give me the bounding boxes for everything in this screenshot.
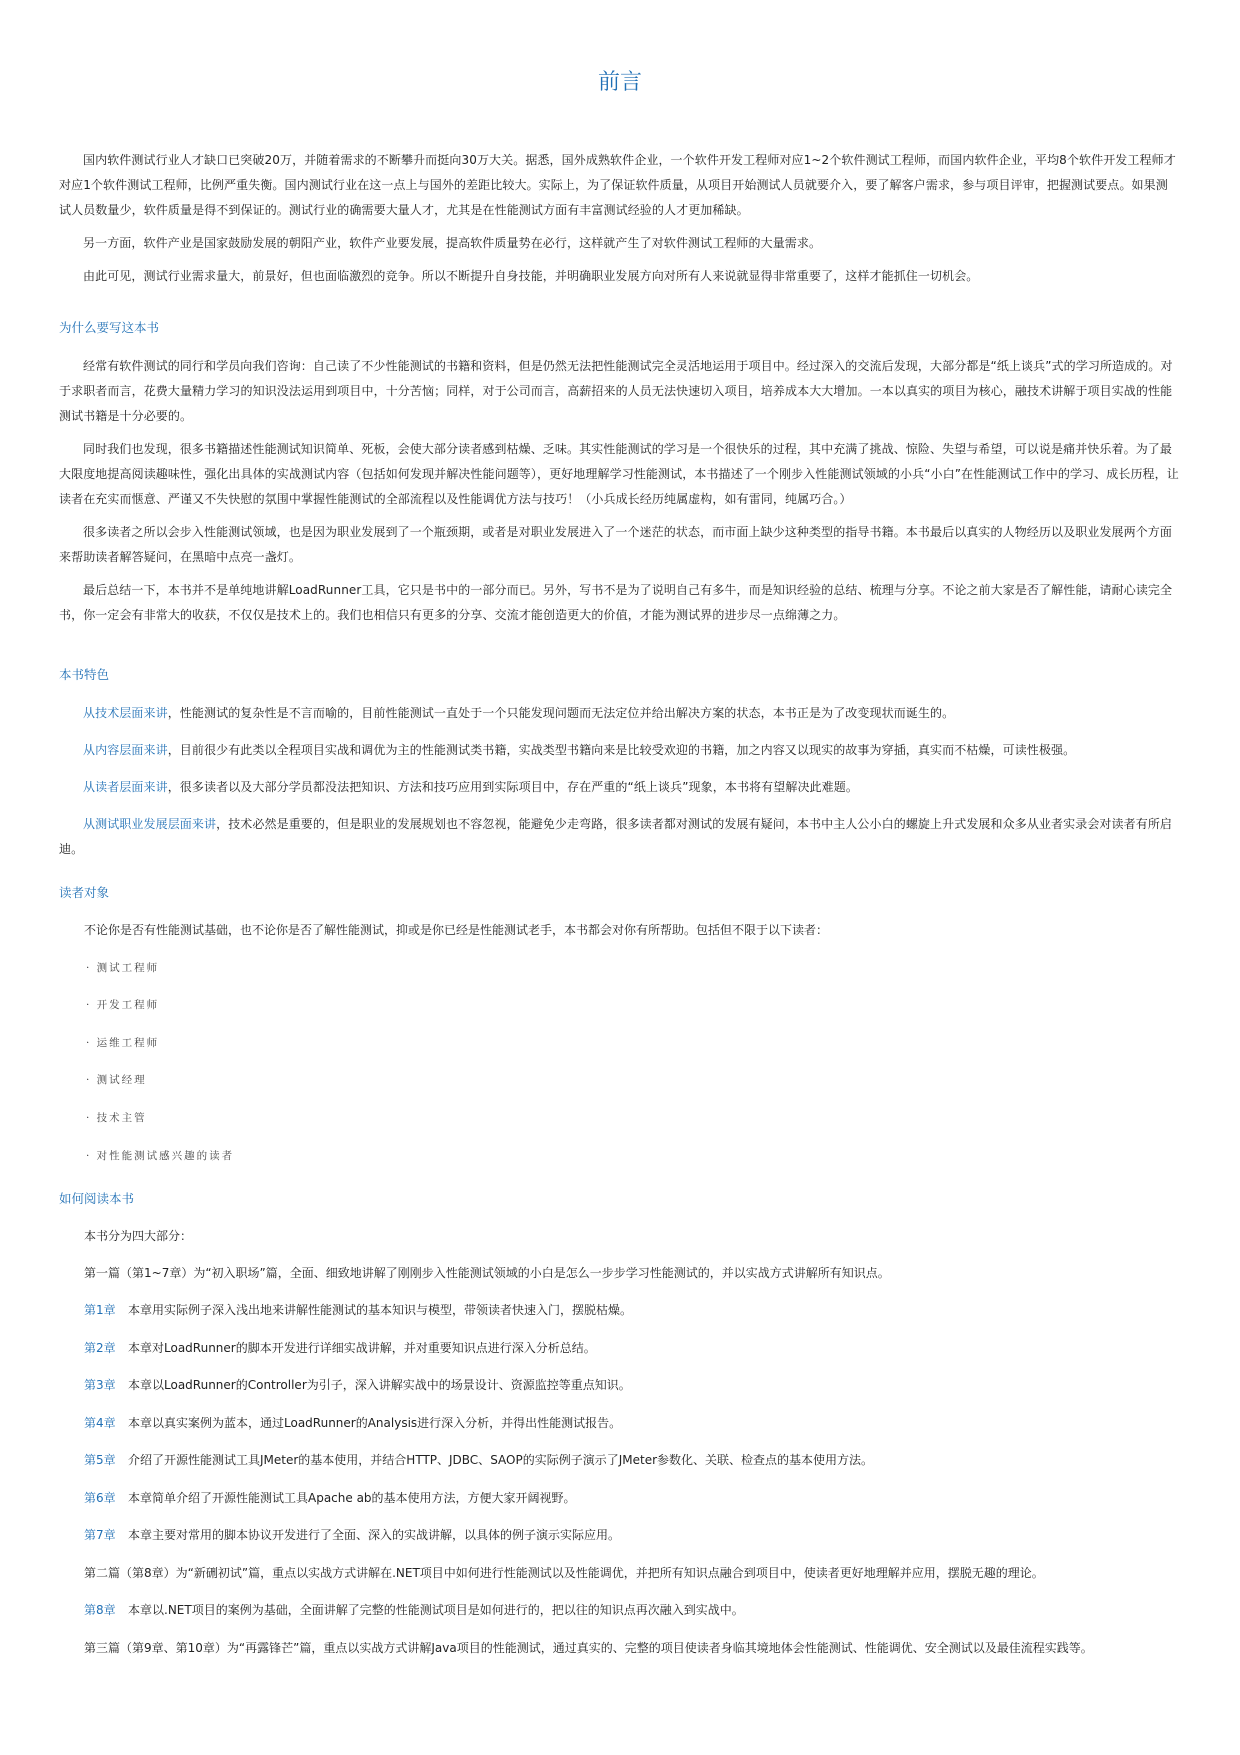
feature-item xyxy=(59,738,1179,763)
chapter-text: 本章以.NET项目的案例为基础，全面讲解了完整的性能测试项目是如何进行的，把以往的知识点再次融入到实战中。 xyxy=(128,1603,744,1617)
chapter-line xyxy=(84,1413,1184,1433)
chapter-number: 第7章 xyxy=(84,1528,116,1542)
chapter-line xyxy=(84,1525,1184,1545)
feature-lead: 从读者层面来讲 xyxy=(83,780,168,794)
why-paragraph: 同时我们也发现，很多书籍描述性能测试知识简单、死板，会使大部分读者感到枯燥、乏味。其实性能测试的学习是一个很快乐的过程，其中充满了挑战、惊险、失望与希望，可以说是痛并快乐着。为了最大限度地提高阅读趣味性，强化出具体的实战测试内容（包括如何发现并解决性能问题等），更好地理解学习性能测试，本书描述了一个刚步入性能测试领域的小兵“小白”在性能测试工作中的学习、成长历程，让读者在充实而惬意、严谨又不失快慰的氛围中掌握性能测试的全部流程以及性能调优方法与技巧！（小兵成长经历纯属虚构，如有雷同，纯属巧合。） xyxy=(59,442,1179,506)
section-heading-audience: 读者对象 xyxy=(59,885,110,900)
audience-item: · 开发工程师 xyxy=(86,999,160,1011)
audience-intro: 不论你是否有性能测试基础，也不论你是否了解性能测试，抑或是你已经是性能测试老手，本书都会对你有所帮助。包括但不限于以下读者： xyxy=(84,923,829,937)
section-heading-howto: 如何阅读本书 xyxy=(59,1191,135,1206)
intro-section xyxy=(59,148,1179,289)
feature-text: ，性能测试的复杂性是不言而喻的，目前性能测试一直处于一个只能发现问题而无法定位并给出解决方案的状态，本书正是为了改变现状而诞生的。 xyxy=(167,706,955,720)
intro-paragraph: 由此可见，测试行业需求量大，前景好，但也面临激烈的竞争。所以不断提升自身技能，并明确职业发展方向对所有人来说就显得非常重要了，这样才能抓住一切机会。 xyxy=(83,269,979,283)
chapter-text: 本章对LoadRunner的脚本开发进行详细实战讲解，并对重要知识点进行深入分析总结。 xyxy=(128,1341,596,1355)
chapter-text: 本章用实际例子深入浅出地来讲解性能测试的基本知识与模型，带领读者快速入门，摆脱枯燥。 xyxy=(128,1303,633,1317)
audience-item: · 测试经理 xyxy=(86,1074,147,1086)
why-paragraph: 经常有软件测试的同行和学员向我们咨询：自己读了不少性能测试的书籍和资料，但是仍然无法把性能测试完全灵活地运用于项目中。经过深入的交流后发现，大部分都是“纸上谈兵”式的学习所造成的。对于求职者而言，花费大量精力学习的知识没法运用到项目中，十分苦恼；同样，对于公司而言，高薪招来的人员无法快速切入项目，培养成本大大增加。一本以真实的项目为核心，融技术讲解于项目实战的性能测试书籍是十分必要的。 xyxy=(59,359,1173,423)
howto-intro: 本书分为四大部分： xyxy=(84,1229,193,1243)
feature-text: ，很多读者以及大部分学员都没法把知识、方法和技巧应用到实际项目中，存在严重的“纸上谈兵”现象，本书将有望解决此难题。 xyxy=(167,780,858,794)
audience-item: · 对性能测试感兴趣的读者 xyxy=(86,1150,235,1162)
audience-item: · 技术主管 xyxy=(86,1112,147,1124)
why-section xyxy=(59,354,1179,628)
chapter-number: 第4章 xyxy=(84,1416,116,1430)
why-paragraph: 很多读者之所以会步入性能测试领域，也是因为职业发展到了一个瓶颈期，或者是对职业发展进入了一个迷茫的状态，而市面上缺少这种类型的指导书籍。本书最后以真实的人物经历以及职业发展两个方面来帮助读者解答疑问，在黑暗中点亮一盏灯。 xyxy=(59,525,1173,564)
section-heading-features: 本书特色 xyxy=(59,667,110,682)
intro-paragraph: 国内软件测试行业人才缺口已突破20万，并随着需求的不断攀升而挺向30万大关。据悉，国外成熟软件企业，一个软件开发工程师对应1~2个软件测试工程师，而国内软件企业，平均8个软件开发工程师才对应1个软件测试工程师，比例严重失衡。国内测试行业在这一点上与国外的差距比较大。实际上，为了保证软件质量，从项目开始测试人员就要介入，要了解客户需求，参与项目评审，把握测试要点。如果测试人员数量少，软件质量是得不到保证的。测试行业的确需要大量人才，尤其是在性能测试方面有丰富测试经验的人才更加稀缺。 xyxy=(59,153,1176,217)
chapter-line xyxy=(84,1600,1184,1620)
chapter-line xyxy=(84,1300,1184,1320)
chapter-text: 本章主要对常用的脚本协议开发进行了全面、深入的实战讲解，以具体的例子演示实际应用。 xyxy=(128,1528,621,1542)
feature-lead: 从测试职业发展层面来讲 xyxy=(83,817,217,831)
features-section xyxy=(59,701,1179,862)
feature-lead: 从技术层面来讲 xyxy=(83,706,168,720)
page-title: 前言 xyxy=(597,70,642,95)
intro-paragraph: 另一方面，软件产业是国家鼓励发展的朝阳产业，软件产业要发展，提高软件质量势在必行，这样就产生了对软件测试工程师的大量需求。 xyxy=(83,236,822,250)
feature-text: ，技术必然是重要的，但是职业的发展规划也不容忽视，能避免少走弯路，很多读者都对测试的发展有疑问，本书中主人公小白的螺旋上升式发展和众多从业者实录会对读者有所启迪。 xyxy=(59,817,1173,856)
chapter-text: 本章简单介绍了开源性能测试工具Apache ab的基本使用方法，方便大家开阔视野。 xyxy=(128,1491,576,1505)
chapter-line xyxy=(84,1488,1184,1508)
howto-part3: 第三篇（第9章、第10章）为“再露锋芒”篇，重点以实战方式讲解Java项目的性能测试，通过真实的、完整的项目使读者身临其境地体会性能测试、性能调优、安全测试以及最佳流程实践等。 xyxy=(84,1641,1093,1655)
howto-part1: 第一篇（第1~7章）为“初入职场”篇，全面、细致地讲解了刚刚步入性能测试领域的小白是怎么一步步学习性能测试的，并以实战方式讲解所有知识点。 xyxy=(84,1266,890,1280)
why-paragraph: 最后总结一下，本书并不是单纯地讲解LoadRunner工具，它只是书中的一部分而已。另外，写书不是为了说明自己有多牛，而是知识经验的总结、梳理与分享。不论之前大家是否了解性能，请耐心读完全书，你一定会有非常大的收获，不仅仅是技术上的。我们也相信只有更多的分享、交流才能创造更大的价值，才能为测试界的进步尽一点绵薄之力。 xyxy=(59,583,1173,622)
howto-part2: 第二篇（第8章）为“新硎初试”篇，重点以实战方式讲解在.NET项目中如何进行性能测试以及性能调优，并把所有知识点融合到项目中，使读者更好地理解并应用，摆脱无趣的理论。 xyxy=(84,1566,1044,1580)
feature-item xyxy=(59,701,1179,726)
chapter-number: 第6章 xyxy=(84,1491,116,1505)
chapter-text: 本章以真实案例为蓝本，通过LoadRunner的Analysis进行深入分析，并得出性能测试报告。 xyxy=(128,1416,622,1430)
chapter-line xyxy=(84,1338,1184,1358)
chapter-number: 第1章 xyxy=(84,1303,116,1317)
chapter-text: 介绍了开源性能测试工具JMeter的基本使用，并结合HTTP、JDBC、SAOP的实际例子演示了JMeter参数化、关联、检查点的基本使用方法。 xyxy=(128,1453,874,1467)
chapter-number: 第3章 xyxy=(84,1378,116,1392)
feature-item xyxy=(59,812,1179,862)
chapter-line xyxy=(84,1375,1184,1395)
feature-lead: 从内容层面来讲 xyxy=(83,743,168,757)
chapter-line xyxy=(84,1450,1184,1470)
feature-item xyxy=(59,775,1179,800)
audience-item: · 运维工程师 xyxy=(86,1037,160,1049)
chapter-number: 第2章 xyxy=(84,1341,116,1355)
feature-text: ，目前很少有此类以全程项目实战和调优为主的性能测试类书籍，实战类型书籍向来是比较受欢迎的书籍，加之内容又以现实的故事为穿插，真实而不枯燥，可读性极强。 xyxy=(167,743,1076,757)
chapter-number: 第5章 xyxy=(84,1453,116,1467)
section-heading-why: 为什么要写这本书 xyxy=(59,320,160,335)
chapter-number: 第8章 xyxy=(84,1603,116,1617)
chapter-text: 本章以LoadRunner的Controller为引子，深入讲解实战中的场景设计、资源监控等重点知识。 xyxy=(128,1378,631,1392)
audience-item: · 测试工程师 xyxy=(86,962,160,974)
